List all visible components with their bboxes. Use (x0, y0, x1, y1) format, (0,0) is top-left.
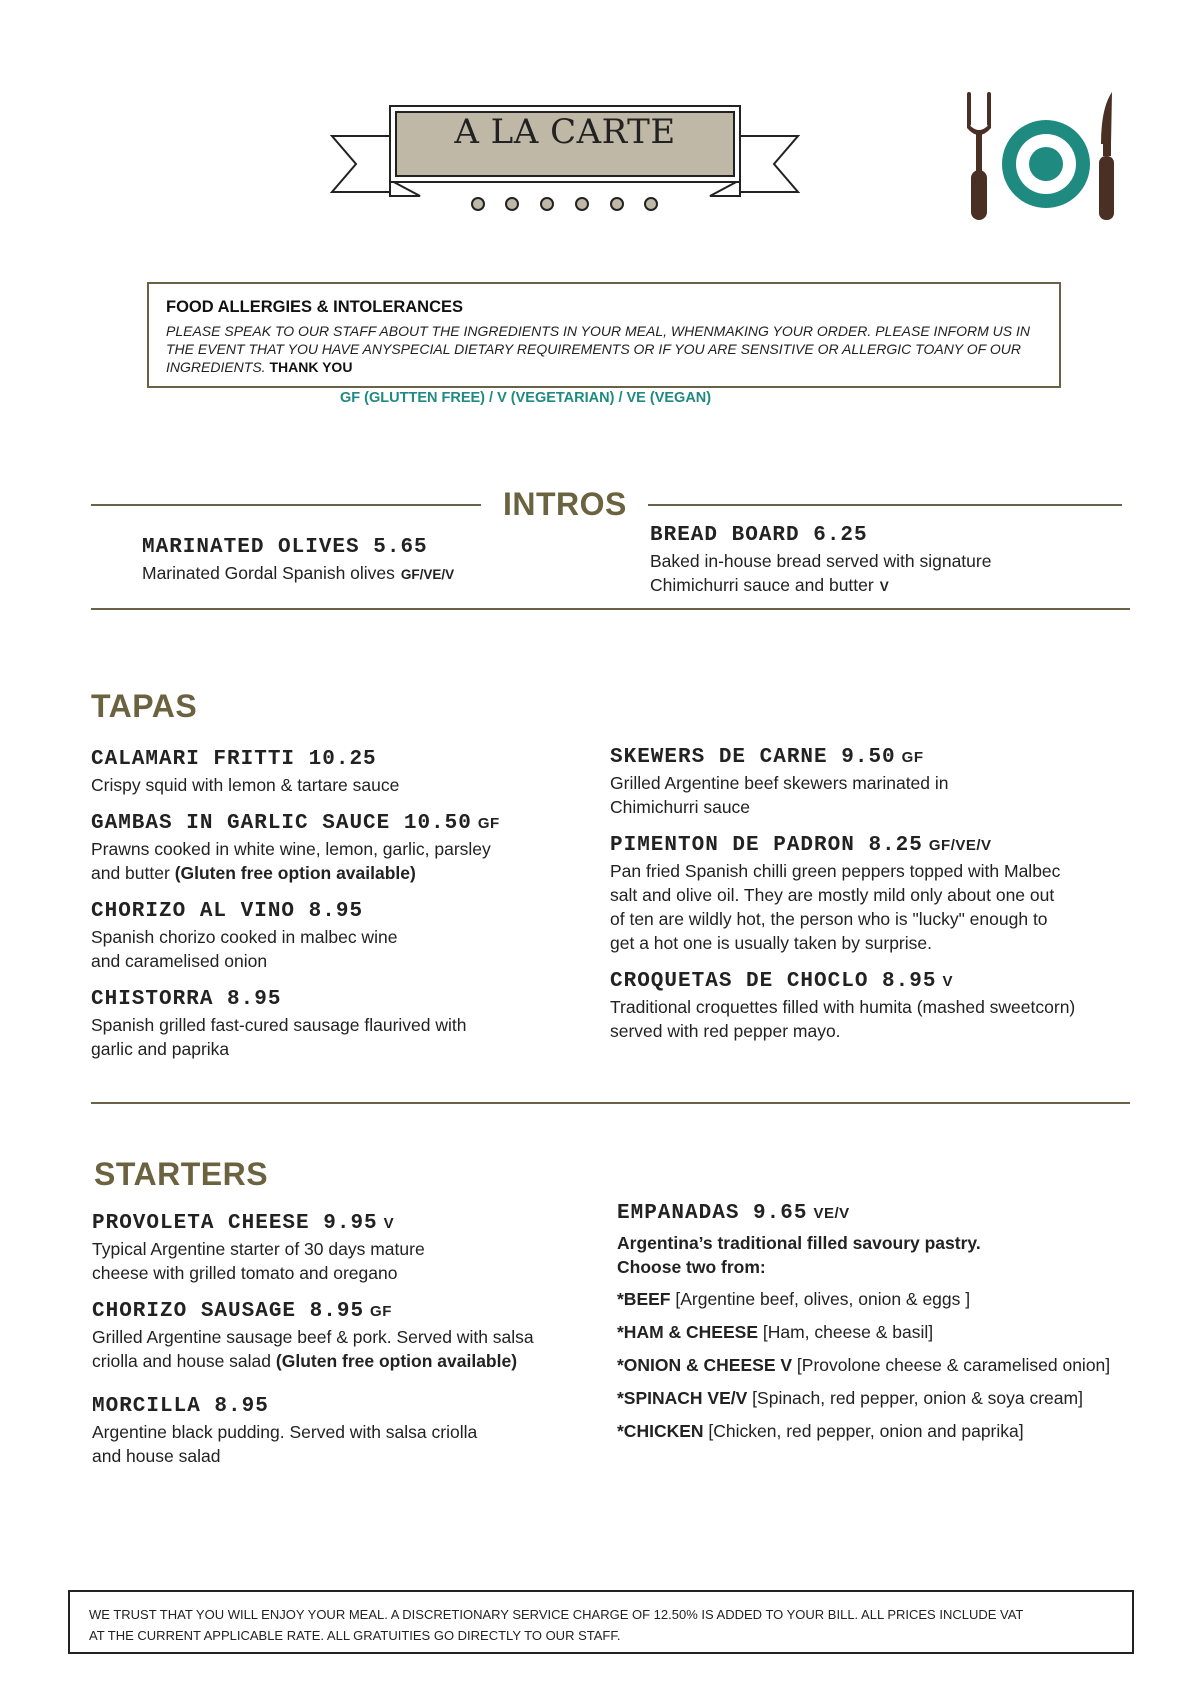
menu-item (650, 524, 991, 599)
allergy-body: PLEASE SPEAK TO OUR STAFF ABOUT THE INGREDIENTS IN YOUR MEAL, WHENMAKING YOUR ORDER. PLEASE INFORM US IN THE EVENT THAT YOU HAVE ANYSPECIAL DIETARY REQUIREMENTS OR IF YOU ARE SENSITIVE OR ALLERGIC TOANY OF OUR INGREDIENTS. (166, 323, 1031, 375)
divider (91, 1102, 1130, 1104)
empanadas-options (617, 1287, 1157, 1443)
section-title-tapas: TAPAS (91, 688, 198, 724)
menu-item (610, 746, 1150, 819)
item-desc: Marinated Gordal Spanish olives GF/VE/V (142, 563, 455, 583)
diet-tag: V (383, 1215, 395, 1232)
diet-tag: GF (370, 1303, 392, 1320)
title-banner (330, 96, 800, 226)
item-name: PIMENTON DE PADRON 8.25 GF/VE/V (610, 834, 992, 857)
section-title-intros: INTROS (503, 486, 627, 522)
menu-item (142, 536, 454, 587)
item-desc: Argentine black pudding. Served with salsa criolla and house salad (92, 1422, 478, 1466)
item-desc: Spanish grilled fast-cured sausage flaurived with garlic and paprika (91, 1015, 467, 1059)
item-desc: Spanish chorizo cooked in malbec wine and caramelised onion (91, 927, 398, 971)
allergy-heading: FOOD ALLERGIES & INTOLERANCES (166, 298, 464, 316)
list-item: *CHICKEN [Chicken, red pepper, onion and paprika] (617, 1421, 1024, 1441)
item-name: CHISTORRA 8.95 (91, 988, 282, 1011)
tapas-left-column (91, 748, 611, 1076)
section-title-starters: STARTERS (94, 1156, 269, 1192)
item-name: MORCILLA 8.95 (92, 1395, 269, 1418)
menu-item (91, 988, 611, 1061)
item-name: MARINATED OLIVES 5.65 (142, 536, 428, 559)
item-desc: Pan fried Spanish chilli green peppers topped with Malbec salt and olive oil. They are mostly mild only about one out of ten are wildly hot, the person who is "lucky" enough to get a hot one is usually taken by surprise. (610, 861, 1061, 953)
divider (91, 608, 1130, 610)
list-item: *BEEF [Argentine beef, olives, onion & eggs ] (617, 1289, 971, 1309)
diet-tag: GF (477, 815, 500, 832)
service-charge-notice (68, 1590, 1134, 1654)
footer-line: AT THE CURRENT APPLICABLE RATE. ALL GRATUITIES GO DIRECTLY TO OUR STAFF. (89, 1628, 621, 1643)
item-name: GAMBAS IN GARLIC SAUCE 10.50 GF (91, 812, 500, 835)
empanadas-block (617, 1202, 1157, 1452)
page-title: A LA CARTE (454, 112, 676, 152)
list-item: *ONION & CHEESE V [Provolone cheese & caramelised onion] (617, 1355, 1111, 1375)
divider (91, 504, 481, 506)
menu-item (92, 1395, 612, 1468)
menu-item (91, 748, 611, 797)
item-name: CHORIZO AL VINO 8.95 (91, 900, 364, 923)
diet-tag: GF/VE/V (400, 567, 455, 582)
item-name: CHORIZO SAUSAGE 8.95 GF (92, 1300, 392, 1323)
empanadas-intro: Argentina’s traditional filled savoury pastry. Choose two from: (617, 1233, 981, 1277)
item-desc: Typical Argentine starter of 30 days mature cheese with grilled tomato and oregano (92, 1239, 425, 1283)
item-desc: Traditional croquettes filled with humita (mashed sweetcorn) served with red pepper mayo. (610, 997, 1076, 1041)
item-name: PROVOLETA CHEESE 9.95 V (92, 1212, 395, 1235)
menu-item (610, 834, 1150, 955)
item-desc: Prawns cooked in white wine, lemon, garlic, parsley and butter (Gluten free option available) (91, 839, 491, 883)
footer-line: WE TRUST THAT YOU WILL ENJOY YOUR MEAL. A DISCRETIONARY SERVICE CHARGE OF 12.50% IS ADDED TO YOUR BILL. ALL PRICES INCLUDE VAT (89, 1607, 1024, 1622)
diet-tag: VE/V (813, 1205, 850, 1222)
item-desc: Grilled Argentine sausage beef & pork. Served with salsa criolla and house salad (Gluten free option available) (92, 1327, 534, 1371)
list-item: *HAM & CHEESE [Ham, cheese & basil] (617, 1322, 934, 1342)
diet-tag: GF/VE/V (928, 837, 992, 854)
diet-tag: GF (901, 749, 924, 766)
menu-item (92, 1300, 612, 1373)
diet-key: GF (GLUTTEN FREE) / V (VEGETARIAN) / VE (VEGAN) (340, 390, 712, 406)
diet-tag: V (879, 579, 889, 594)
menu-item (91, 900, 611, 973)
tapas-right-column (610, 746, 1150, 1058)
allergy-text (166, 322, 1046, 376)
menu-item (91, 812, 611, 885)
diet-tag: V (942, 973, 953, 990)
menu-item (610, 970, 1150, 1043)
cutlery-plate-icon (960, 88, 1120, 228)
starters-left-column (92, 1212, 612, 1483)
menu-item (92, 1212, 612, 1285)
item-desc: Baked in-house bread served with signature Chimichurri sauce and butter V (650, 551, 992, 595)
item-name: BREAD BOARD 6.25 (650, 524, 868, 547)
list-item: *SPINACH VE/V [Spinach, red pepper, onion & soya cream] (617, 1388, 1083, 1408)
divider (648, 504, 1122, 506)
item-desc: Grilled Argentine beef skewers marinated in Chimichurri sauce (610, 773, 949, 817)
item-name: CROQUETAS DE CHOCLO 8.95 V (610, 970, 953, 993)
allergy-notice (147, 282, 1061, 388)
item-name: SKEWERS DE CARNE 9.50 GF (610, 746, 924, 769)
item-name: CALAMARI FRITTI 10.25 (91, 748, 377, 771)
item-desc: Crispy squid with lemon & tartare sauce (91, 775, 400, 795)
allergy-thanks: THANK YOU (269, 359, 353, 375)
item-name: EMPANADAS 9.65 VE/V (617, 1202, 850, 1225)
